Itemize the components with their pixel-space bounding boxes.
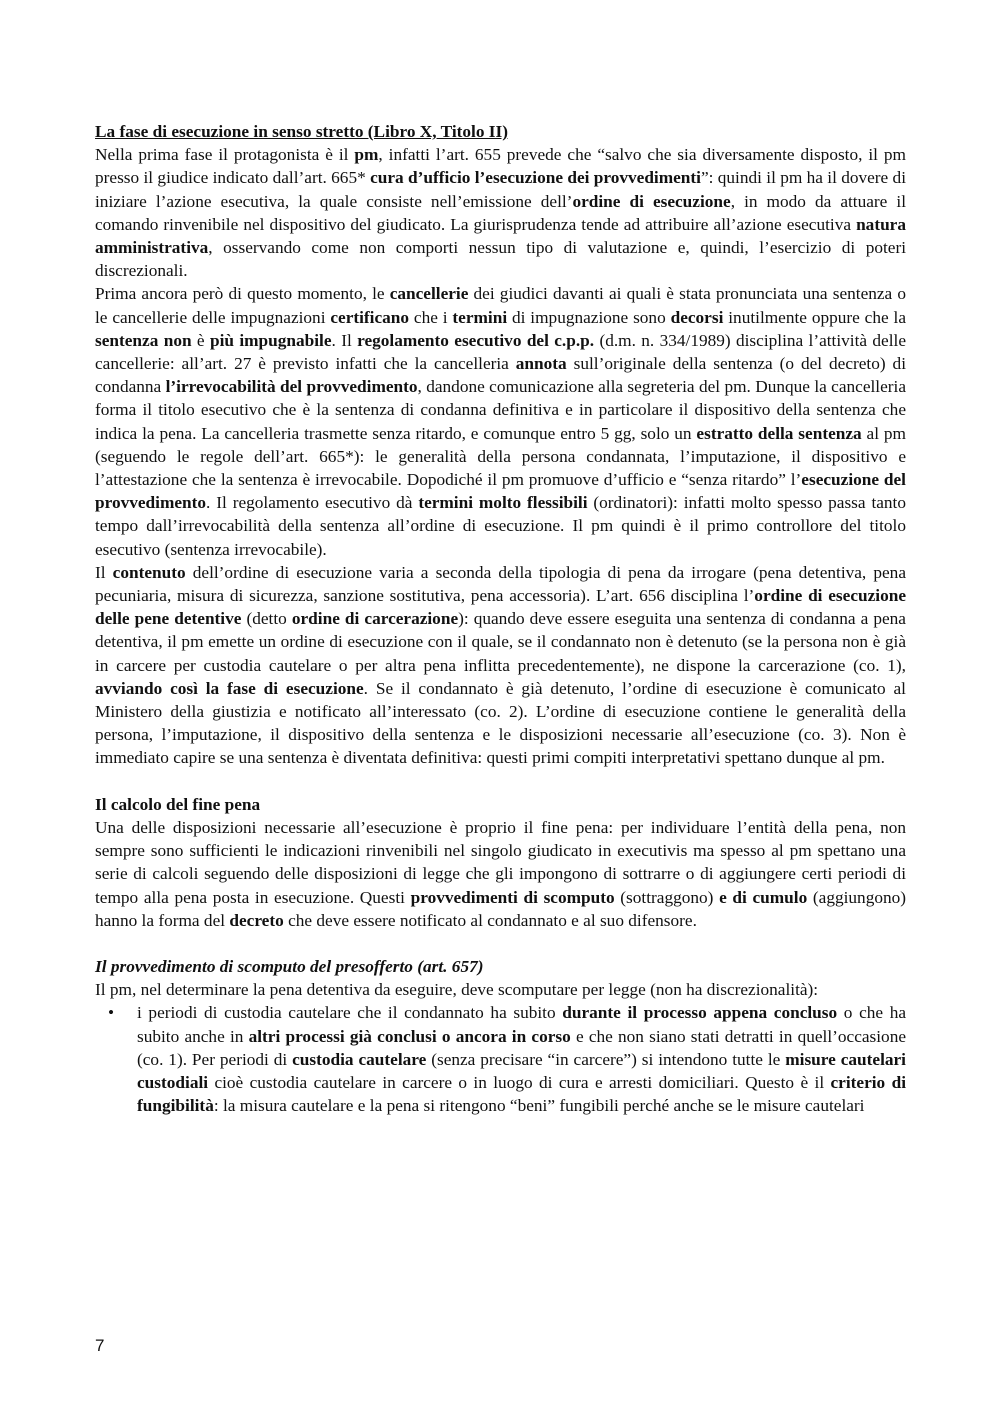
bullet-icon: • [108,1003,115,1023]
bullet-list [95,1001,906,1117]
spacer [95,770,906,793]
section-heading-scomputo: Il provvedimento di scomputo del presofferto (art. 657) [95,956,484,976]
paragraph-contenuto-ordine: Il contenuto dell’ordine di esecuzione varia a seconda della tipologia di pena da irrogare (pena detentiva, pena pecuniaria, misura di sicurezza, sanzione sostitutiva, pena accessoria). L’art. 656 disciplina l’ordine di esecuzione delle pene detentive (detto ordine di carcerazione): quando deve essere eseguita una sentenza di condanna a pena detentiva, il pm emette un ordine di esecuzione con il quale, se il condannato non è detenuto (se la persona non è già in carcere per custodia cautelare o per altra pena inflitta precedentemente), ne dispone la carcerazione (co. 1), avviando così la fase di esecuzione. Se il condannato è già detenuto, l’ordine di esecuzione è comunicato al Ministero della giustizia e notificato all’interessato (co. 2). L’ordine di esecuzione contiene le generalità della persona, l’imputazione, il dispositivo della sentenza e le disposizioni necessarie all’esecuzione (co. 3). Non è immediato capire se una sentenza è diventata definitiva: questi primi compiti interpretativi spettano dunque al pm. [95,562,906,768]
section-heading-fine-pena: Il calcolo del fine pena [95,794,261,814]
section-heading-esecuzione: La fase di esecuzione in senso stretto (Libro X, Titolo II) [95,122,508,141]
paragraph-fine-pena: Una delle disposizioni necessarie all’esecuzione è proprio il fine pena: per individuare l’entità della pena, non sempre sono sufficienti le indicazioni rinvenibili nel singolo giudicato in executivis ma spesso al pm spettano una serie di calcoli seguendo delle disposizioni di legge che gli impongono di sottrarre o di aggiungere certi periodi di tempo alla pena posta in esecuzione. Questi provvedimenti di scomputo (sottraggono) e di cumulo (aggiungono) hanno la forma del decreto che deve essere notificato al condannato e al suo difensore. [95,817,907,930]
spacer [95,932,906,955]
page-number: 7 [95,1336,105,1355]
list-item: • i periodi di custodia cautelare che il condannato ha subito durante il processo appena concluso o che ha subito anche in altri processi già conclusi o ancora in corso e che non siano stati detratti in quell’occasione (co. 1). Per periodi di custodia cautelare (senza precisare “in carcere”) si intendono tutte le misure cautelari custodiali cioè custodia cautelare in carcere o in luogo di cura e arresti domiciliari. Questo è il criterio di fungibilità: la misura cautelare e la pena si ritengono “beni” fungibili perché anche se le misure cautelari [108,1003,907,1116]
paragraph-scomputo-intro: Il pm, nel determinare la pena detentiva da eseguire, deve scomputare per legge (non ha discrezionalità): [95,980,819,1000]
document-page [95,120,906,1117]
paragraph-pm-protagonista: Nella prima fase il protagonista è il pm, infatti l’art. 655 prevede che “salvo che sia diversamente disposto, il pm presso il giudice indicato dall’art. 665* cura d’ufficio l’esecuzione dei provvedimenti”: quindi il pm ha il dovere di iniziare l’azione esecutiva, la quale consiste nell’emissione dell’ordine di esecuzione, in modo da attuare il comando rinvenibile nel dispositivo del giudicato. La giurisprudenza tende ad attribuire all’azione esecutiva natura amministrativa, osservando come non comporti nessun tipo di valutazione e, quindi, l’esercizio di poteri discrezionali. [95,145,906,281]
paragraph-cancellerie: Prima ancora però di questo momento, le cancellerie dei giudici davanti ai quali è stata pronunciata una sentenza o le cancellerie delle impugnazioni certificano che i termini di impugnazione sono decorsi inutilmente oppure che la sentenza non è più impugnabile. Il regolamento esecutivo del c.p.p. (d.m. n. 334/1989) disciplina l’attività delle cancellerie: all’art. 27 è previsto infatti che la cancelleria annota sull’originale della sentenza (o del decreto) di condanna l’irrevocabilità del provvedimento, dandone comunicazione alla segreteria del pm. Dunque la cancelleria forma il titolo esecutivo che è la sentenza di condanna definitiva e in particolare il dispositivo della sentenza che indica la pena. La cancelleria trasmette senza ritardo, e comunque entro 5 gg, solo un estratto della sentenza al pm (seguendo le regole dell’art. 665*): le generalità della persona condannata, l’imputazione, il dispositivo e l’attestazione che la sentenza è irrevocabile. Dopodiché il pm promuove d’ufficio e “senza ritardo” l’esecuzione del provvedimento. Il regolamento esecutivo dà termini molto flessibili (ordinatori): infatti molto spesso passa tanto tempo dall’irrevocabilità della sentenza all’ordine di esecuzione. Il pm quindi è il primo controllore del titolo esecutivo (sentenza irrevocabile). [95,284,907,559]
